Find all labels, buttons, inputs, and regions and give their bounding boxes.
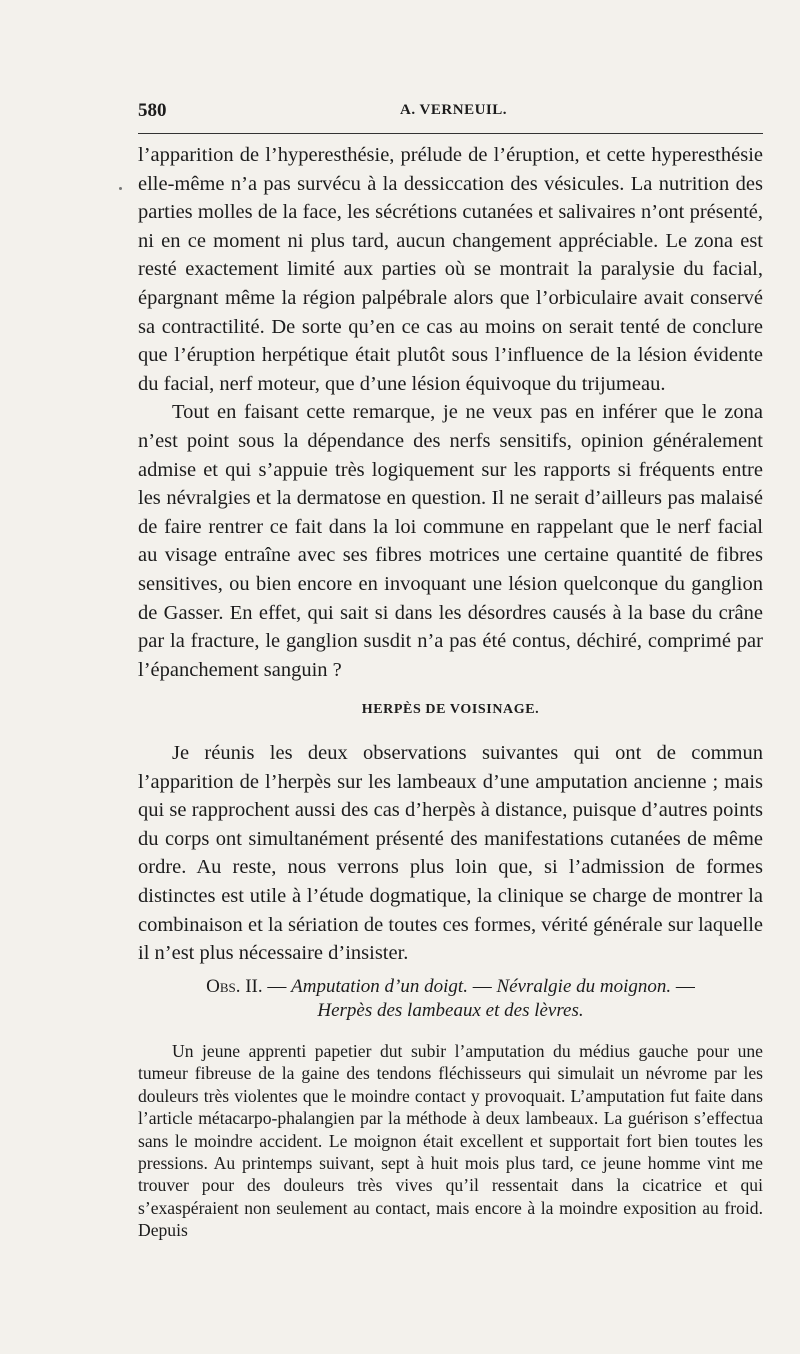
paragraph-2: Tout en faisant cette remarque, je ne veux pas en inférer que le zona n’est point sous la dépendance des nerfs sensitifs, opinion généralement admise et qui s’appuie très logiquement sur les rapports si fréquents entre les névralgies et la dermatose en question. Il ne serait d’ailleurs pas malaisé de faire rentrer ce fait dans la loi commune en rappelant que le nerf facial au visage entraîne avec ses fibres motrices une certaine quantité de fibres sensitives, ou bien encore en invoquant une lésion quelconque du ganglion de Gasser. En effet, qui sait si dans les désordres causés à la base du crâne par la fracture, le ganglion susdit n’a pas été contus, déchiré, comprimé par l’épanchement sanguin ? [138, 401, 763, 681]
observation-title [138, 975, 763, 1023]
header-rule [138, 133, 763, 134]
body-text-small [138, 1040, 763, 1242]
page-header [138, 100, 763, 122]
body-text-top [138, 141, 763, 684]
paragraph-4: Un jeune apprenti papetier dut subir l’amputation du médius gauche pour une tumeur fibreuse de la gaine des tendons fléchisseurs qui simulait un névrome par les douleurs très violentes que le moindre contact y provoquait. L’amputation fut faite dans l’article métacarpo-phalangien par la méthode à deux lambeaux. La guérison s’effectua sans le moindre accident. Le moignon était excellent et supportait fort bien toutes les pressions. Au printemps suivant, sept à huit mois plus tard, ce jeune homme vint me trouver pour des douleurs très vives qu’il ressentait dans la cicatrice et qui s’exaspéraient non seulement au contact, mais encore à la moindre exposition au froid. Depuis [138, 1041, 763, 1241]
observation-title-part-3: Herpès des lambeaux et des lèvres. [317, 1000, 584, 1021]
paragraph-1: l’apparition de l’hyperesthésie, prélude de l’éruption, et cette hyperesthésie elle-même n’a pas survécu à la dessiccation des vésicules. La nutrition des parties molles de la face, les sécrétions cutanées et salivaires n’ont présenté, ni en ce moment ni plus tard, aucun changement appréciable. Le zona est resté exactement limité aux parties où se montrait la paralysie du facial, épargnant même la région palpébrale alors que l’orbiculaire avait conservé sa contractilité. De sorte qu’en ce cas au moins on serait tenté de conclure que l’éruption herpétique était plutôt sous l’influence de la lésion évidente du facial, nerf moteur, que d’une lésion équivoque du trijumeau. [138, 144, 763, 395]
section-heading: HERPÈS DE VOISINAGE. [361, 702, 540, 717]
paragraph-3: Je réunis les deux observations suivantes qui ont de commun l’apparition de l’herpès sur les lambeaux d’une amputation ancienne ; mais qui se rapprochent aussi des cas d’herpès à distance, puisque d’autres points du corps ont simultanément présenté des manifestations cutanées de même ordre. Au reste, nous verrons plus loin que, si l’admission de formes distinctes est utile à l’étude dogmatique, la clinique se charge de montrer la combinaison et la sériation de toutes ces formes, vérité générale sur laquelle il n’est plus nécessaire d’insister. [138, 742, 763, 965]
observation-dash-2: — [467, 976, 497, 997]
margin-mark [119, 187, 122, 190]
observation-title-part-2: Névralgie du moignon. [496, 976, 672, 997]
running-head: A. VERNEUIL. [400, 102, 507, 118]
observation-title-line-1 [138, 975, 763, 999]
observation-title-line-2 [138, 999, 763, 1023]
observation-dash-1: — [262, 976, 292, 997]
observation-label: Obs. II. [206, 976, 263, 997]
body-text-middle [138, 739, 763, 968]
observation-title-part-1: Amputation d’un doigt. [291, 976, 468, 997]
observation-dash-3: — [671, 976, 695, 997]
page-number: 580 [138, 100, 167, 121]
